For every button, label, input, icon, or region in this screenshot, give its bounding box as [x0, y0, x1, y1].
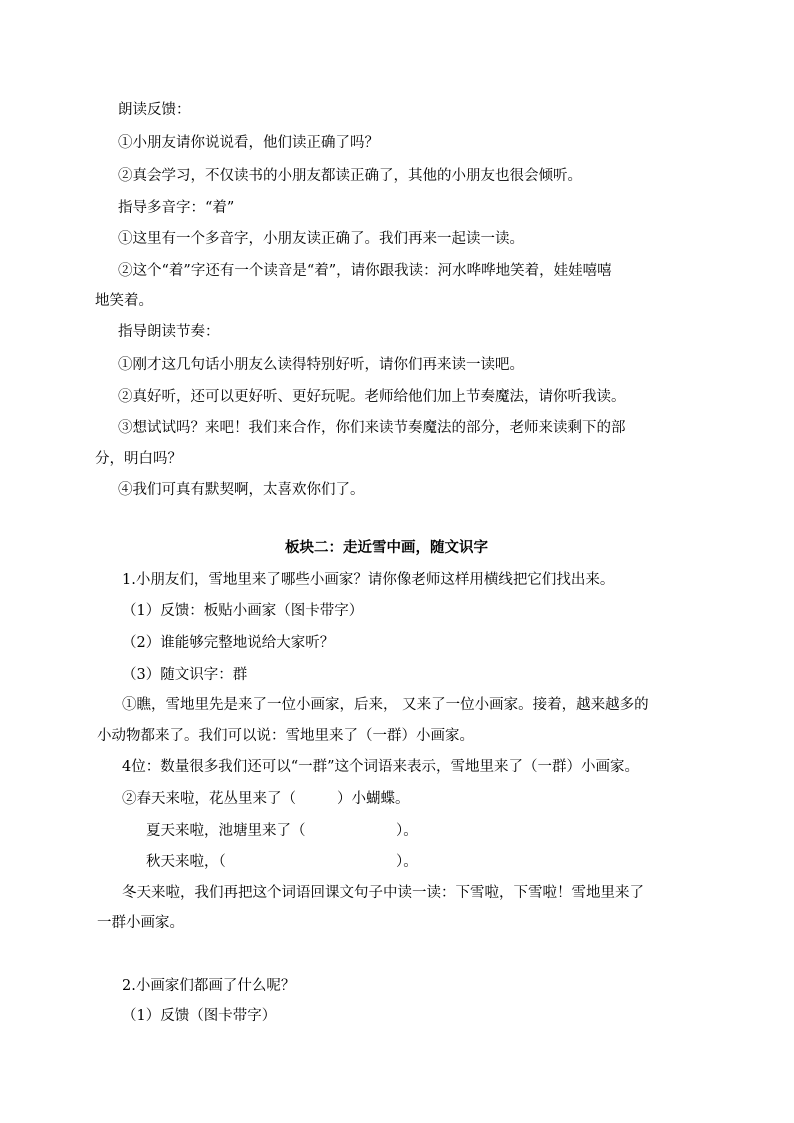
paragraph-1-line-1: ①瞧，雪地里先是来了一位小画家，后来， 又来了一位小画家。接着，越来越多的 — [122, 697, 649, 713]
reading-feedback-item-2: ②真会学习，不仅读书的小朋友都读正确了，其他的小朋友也很会倾听。 — [118, 168, 582, 184]
question-2-sub-1: （1）反馈（图卡带字） — [122, 1008, 277, 1024]
question-1: 1.小朋友们，雪地里来了哪些小画家？请你像老师这样用横线把它们找出来。 — [122, 572, 615, 588]
question-2: 2.小画家们都画了什么呢？ — [122, 978, 296, 994]
question-1-sub-3: （3）随文识字：群 — [122, 667, 248, 683]
rhythm-heading: 指导朗读节奏： — [118, 324, 220, 340]
fill-in-spring-start: ②春天来啦，花丛里来了（ — [122, 791, 296, 807]
fill-in-spring-end: ）小蝴蝶。 — [337, 791, 410, 807]
rhythm-item-3-line-2: 分，明白吗？ — [95, 451, 182, 467]
rhythm-item-2: ②真好听，还可以更好听、更好玩呢。老师给他们加上节奏魔法，请你听我读。 — [118, 389, 626, 405]
section-2-title: 板块二：走近雪中画，随文识字 — [285, 539, 488, 556]
rhythm-item-3-line-1: ③想试试吗？来吧！我们来合作，你们来读节奏魔法的部分，老师来读剩下的部 — [118, 420, 626, 436]
question-1-sub-1: （1）反馈：板贴小画家（图卡带字） — [122, 603, 364, 619]
reading-feedback-item-1: ①小朋友请你说说看，他们读正确了吗？ — [118, 135, 379, 151]
polyphone-item-2-line-1: ②这个“着”字还有一个读音是“着”，请你跟我读：河水哗哗地笑着，娃娃嘻嘻 — [118, 263, 612, 279]
question-1-sub-2: （2）谁能够完整地说给大家听？ — [122, 635, 335, 651]
rhythm-item-4: ④我们可真有默契啊，太喜欢你们了。 — [118, 482, 365, 498]
polyphone-heading: 指导多音字：“着” — [118, 200, 235, 216]
fill-in-summer-end: ）。 — [396, 823, 418, 839]
paragraph-2: 4位：数量很多我们还可以“一群”这个词语来表示，雪地里来了（一群）小画家。 — [122, 759, 640, 775]
fill-in-autumn-end: ）。 — [396, 854, 418, 870]
winter-line-2: 一群小画家。 — [97, 915, 184, 931]
polyphone-item-1: ①这里有一个多音字，小朋友读正确了。我们再来一起读一读。 — [118, 231, 524, 247]
fill-in-autumn-start: 秋天来啦，（ — [146, 854, 226, 870]
rhythm-item-1: ①刚才这几句话小朋友么读得特别好听，请你们再来读一读吧。 — [118, 357, 524, 373]
reading-feedback-heading: 朗读反馈： — [118, 102, 191, 118]
winter-line-1: 冬天来啦，我们再把这个词语回课文句子中读一读：下雪啦，下雪啦！雪地里来了 — [122, 885, 644, 901]
polyphone-item-2-line-2: 地笑着。 — [95, 293, 153, 309]
paragraph-1-line-2: 小动物都来了。我们可以说：雪地里来了（一群）小画家。 — [97, 728, 474, 744]
fill-in-summer-start: 夏天来啦，池塘里来了（ — [146, 823, 306, 839]
